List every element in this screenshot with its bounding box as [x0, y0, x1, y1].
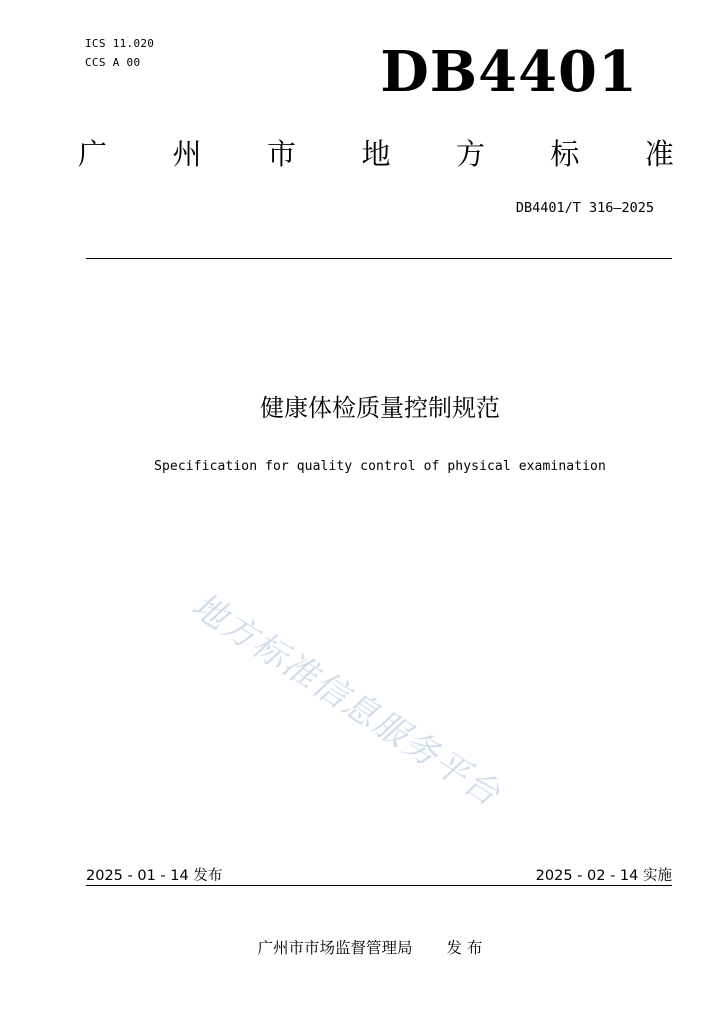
top-divider	[86, 258, 672, 259]
issuer-line	[0, 936, 724, 958]
standard-type-char: 地	[361, 137, 391, 171]
standard-type-char: 准	[644, 137, 674, 171]
watermark: 地方标准信息服务平台	[184, 585, 509, 816]
standard-number: DB4401/T 316—2025	[515, 200, 654, 216]
document-title-english: Specification for quality control of physical examination	[154, 459, 606, 474]
issuer-name: 广州市市场监督管理局	[257, 939, 413, 957]
document-title-chinese: 健康体检质量控制规范	[260, 394, 500, 422]
issuer-action: 发 布	[446, 939, 483, 957]
standard-type-char: 市	[266, 137, 296, 171]
ccs-code: CCS A 00	[85, 56, 141, 69]
issue-date: 2025 - 01 - 14 发布	[86, 868, 223, 884]
implementation-date: 2025 - 02 - 14 实施	[535, 868, 672, 884]
ics-code: ICS 11.020	[85, 37, 155, 50]
standard-type-char: 广	[78, 137, 108, 171]
standard-type-title	[78, 137, 674, 171]
standard-type-char: 方	[455, 137, 485, 171]
standard-type-char: 标	[550, 137, 580, 171]
standard-type-char: 州	[172, 137, 202, 171]
db-code: DB4401	[380, 39, 638, 105]
bottom-divider	[86, 885, 672, 886]
